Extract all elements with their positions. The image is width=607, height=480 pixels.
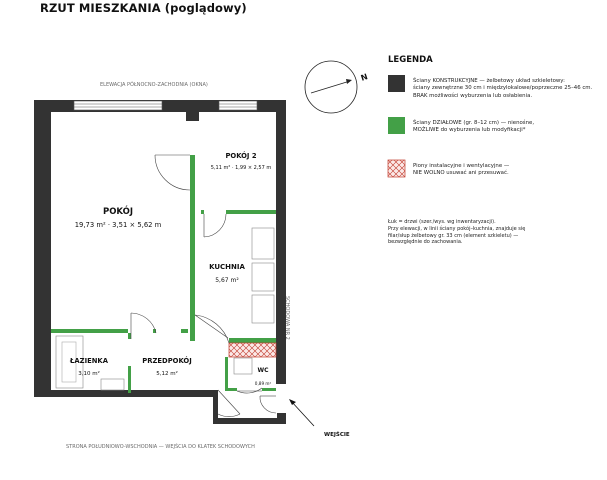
compass-icon [305, 61, 357, 113]
window-pokoj [74, 101, 162, 110]
legend-text-structural [413, 78, 605, 100]
room-wc-detail: 0,89 m² [254, 381, 272, 386]
room-wc-name: WC [257, 367, 269, 374]
legend-text-shaft [413, 163, 605, 178]
kitchen-cabinet-1 [252, 228, 274, 259]
wall-wc-west [225, 357, 228, 391]
caption-south-side: STRONA POŁUDNIOWO-WSCHODNIA — WEJŚCIA DO KLATEK SCHODOWYCH [66, 444, 255, 450]
wall-pokoj2-kuchnia [226, 210, 276, 214]
room-pokoj2-name: POKÓJ 2 [225, 152, 257, 160]
legend-swatch-structural [388, 75, 405, 92]
installation-shaft [229, 343, 276, 357]
room-lazienka-detail: 3,10 m² [78, 371, 100, 377]
room-przedpokoj-detail: 5,12 m² [156, 371, 178, 377]
caption-north-elevation: ELEWACJA PÓŁNOCNO-ZACHODNIA (OKNA) [100, 82, 208, 88]
legend-swatch-partition [388, 117, 405, 134]
kitchen-cabinet-2 [252, 263, 274, 291]
wall-lazienka-east [128, 366, 131, 393]
legend-swatch-shaft [388, 160, 405, 177]
room-przedpokoj-name: PRZEDPOKÓJ [142, 357, 192, 365]
legend-line: Piony instalacyjne i wentylacyjne — [413, 163, 510, 169]
note-line: Przy elewacji, w linii ściany pokój–kuchnia, znajduje się [388, 225, 526, 232]
note-line: bezwzględnie do zachowania. [388, 239, 463, 246]
structural-column [186, 112, 199, 121]
kitchen-cabinet-3 [252, 295, 274, 323]
door-kuchnia [195, 315, 228, 338]
page-title: RZUT MIESZKANIA (poglądowy) [40, 1, 247, 15]
fixtures [56, 228, 274, 390]
compass-north-label: N [359, 72, 369, 83]
wall-lazienka-north [51, 329, 128, 333]
room-pokoj2-detail: 5,11 m² · 1,99 × 2,57 m [210, 165, 272, 171]
room-lazienka-name: ŁAZIENKA [70, 357, 108, 365]
window-pokoj2 [219, 101, 257, 110]
south-recess-wall-south [213, 418, 286, 424]
legend-line: Ściany KONSTRUKCYJNE — żelbetowy układ szkieletowy: [413, 78, 565, 84]
west-wall [34, 100, 51, 397]
room-kuchnia-name: KUCHNIA [209, 263, 245, 271]
entrance-label: WEJŚCIE [324, 432, 350, 438]
east-wall [276, 100, 286, 384]
note-line: filar/słup żelbetowy gr. 33 cm (element szkieletu) — [388, 232, 519, 239]
legend-title: LEGENDA [388, 55, 433, 65]
legend-note [388, 219, 568, 246]
wall-pokoj-kuchnia [190, 155, 195, 341]
south-recess-wall-east [277, 413, 286, 424]
legend-line: Ściany DZIAŁOWE (gr. 8–12 cm) — nienośne, [413, 120, 535, 126]
wc-toilet [234, 358, 252, 374]
legend-line: BRAK możliwości wyburzenia lub osłabienia. [413, 92, 533, 99]
room-pokoj-name: POKÓJ [102, 207, 134, 217]
legend-line: MOŻLIWE do wyburzenia lub modyfikacji* [413, 127, 526, 134]
legend-text-partition [413, 120, 605, 135]
door-entrance [218, 390, 240, 414]
south-wall-west [34, 390, 217, 397]
legend-line: ściany zewnętrzne 30 cm i międzylokalowe/poprzeczne 25–46 cm. [413, 85, 593, 92]
entrance-arrow [289, 399, 314, 426]
wall-kuchnia-wc [229, 338, 276, 343]
caption-east-side: SCHODOWA NR 2 [284, 296, 290, 340]
bathroom-sink [101, 379, 124, 390]
room-kuchnia-detail: 5,67 m² [215, 277, 239, 284]
note-line: Łuk = drzwi (szer./wys. wg inwentaryzacji). [388, 219, 496, 225]
room-pokoj-detail: 19,73 m² · 3,51 × 5,62 m [74, 221, 162, 229]
legend-line: NIE WOLNO usuwać ani przesuwać. [413, 170, 509, 177]
